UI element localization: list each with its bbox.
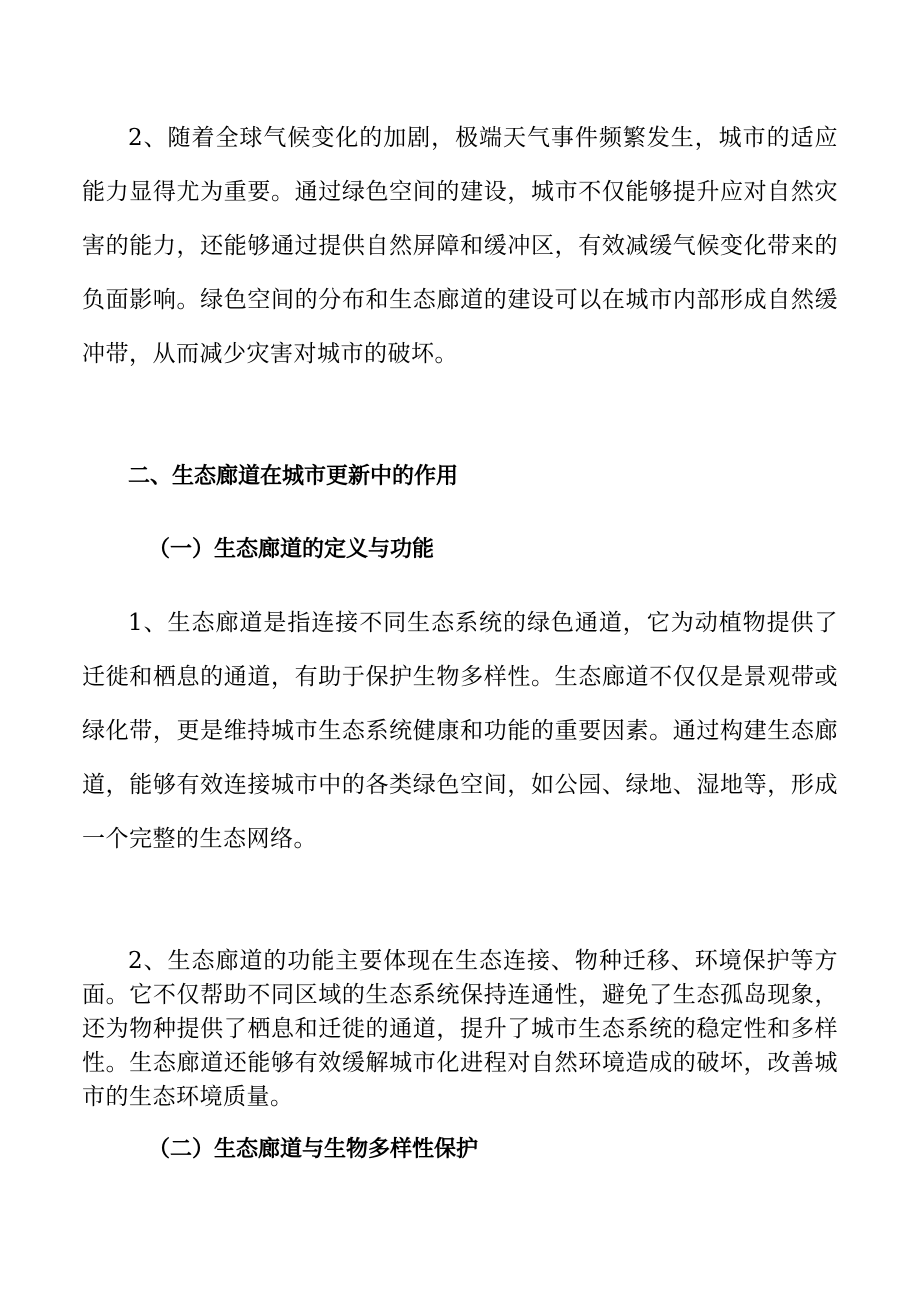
paragraph-corridor-definition: 1、生态廊道是指连接不同生态系统的绿色通道，它为动植物提供了迁徙和栖息的通道，有助于保护生物多样性。生态廊道不仅仅是景观带或绿化带，更是维持城市生态系统健康和功能的重要因素。通过构建生态廊道，能够有效连接城市中的各类绿色空间，如公园、绿地、湿地等，形成一个完整的生态网络。 bbox=[82, 610, 838, 852]
paragraph-corridor-function: 2、生态廊道的功能主要体现在生态连接、物种迁移、环境保护等方面。它不仅帮助不同区域的生态系统保持连通性，避免了生态孤岛现象，还为物种提供了栖息和迁徙的通道，提升了城市生态系统的稳定性和多样性。生态廊道还能够有效缓解城市化进程对自然环境造成的破坏，改善城市的生态环境质量。 bbox=[82, 948, 838, 1110]
section-heading: 二、生态廊道在城市更新中的作用 bbox=[128, 463, 459, 489]
subsection-heading-biodiversity: （二）生态廊道与生物多样性保护 bbox=[148, 1136, 479, 1162]
subsection-heading-definition: （一）生态廊道的定义与功能 bbox=[148, 536, 435, 562]
paragraph-climate-adaptation: 2、随着全球气候变化的加剧，极端天气事件频繁发生，城市的适应能力显得尤为重要。通过绿色空间的建设，城市不仅能够提升应对自然灾害的能力，还能够通过提供自然屏障和缓冲区，有效减缓气候变化带来的负面影响。绿色空间的分布和生态廊道的建设可以在城市内部形成自然缓冲带，从而减少灾害对城市的破坏。 bbox=[82, 125, 838, 367]
